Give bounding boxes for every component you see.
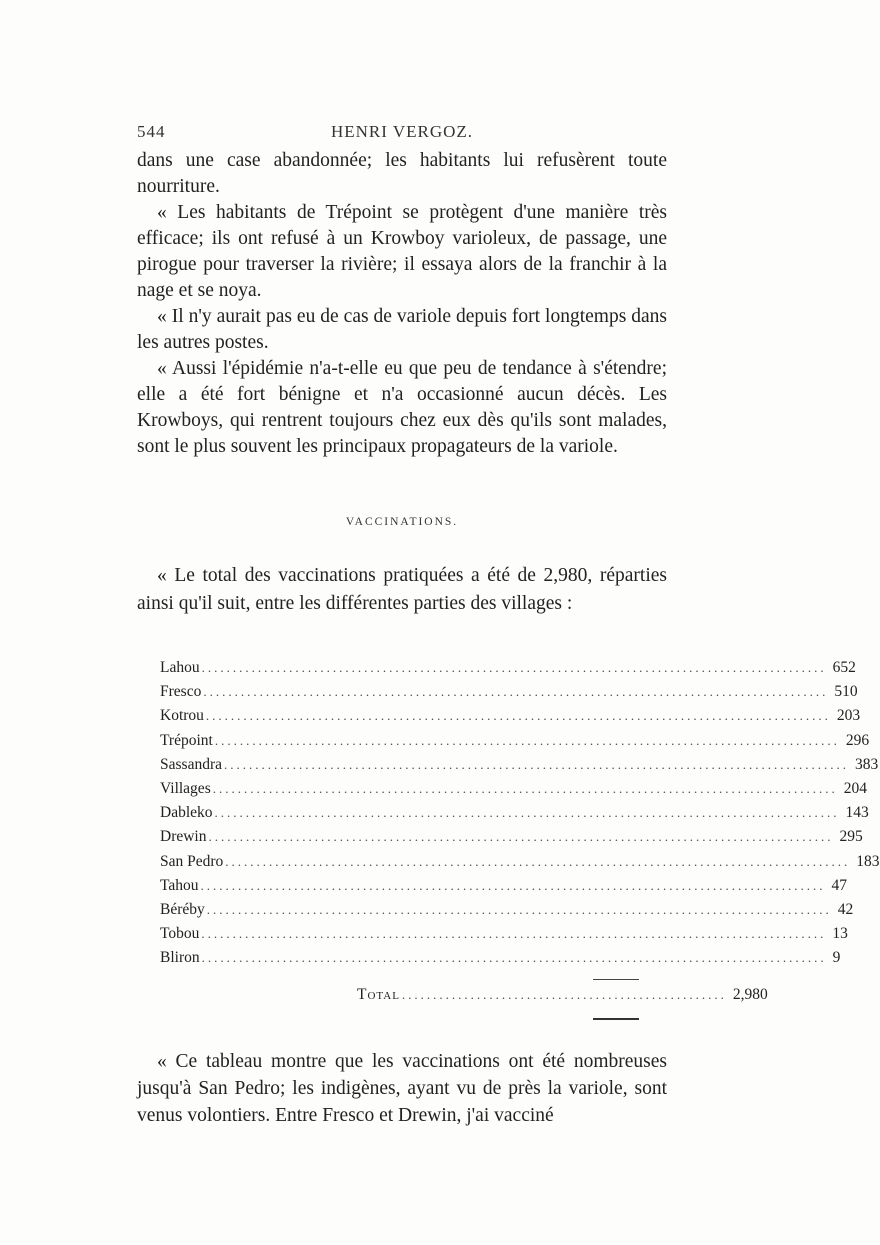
paragraph-other-posts: « Il n'y aurait pas eu de cas de variole depuis fort longtemps dans les autres postes. [137,306,667,353]
vaccination-count: 204 [843,779,867,797]
table-row: Fresco .................................................................................................... 510 [160,683,858,701]
table-row: Drewin .................................................................................................... 295 [160,828,863,846]
intro-text-block [137,562,667,618]
page-number: 544 [137,122,166,141]
paragraph-closing: « Ce tableau montre que les vaccinations ont été nombreuses jusqu'à San Pedro; les indigènes, ayant vu de près la variole, sont venus volontiers. Entre Fresco et Drewin, j'ai vacciné [137,1051,667,1126]
place-name: Drewin [160,828,207,846]
top-text-block [137,148,667,460]
table-row: Sassandra .................................................................................................... 383 [160,755,879,773]
vaccination-table [160,659,880,973]
vaccination-count: 183 [856,852,880,870]
place-name: Tahou [160,876,199,894]
place-name: Trépoint [160,731,213,749]
table-row: Lahou .................................................................................................... 652 [160,659,856,676]
table-row: Tobou .................................................................................................... 13 [160,925,848,943]
section-title: VACCINATIONS. [345,516,459,528]
total-label: Total [357,986,400,1003]
table-row: Béréby .................................................................................................... 42 [160,900,854,918]
running-title: HENRI VERGOZ. [330,122,474,141]
place-name: Dableko [160,804,213,822]
vaccination-count: 9 [832,949,841,967]
place-name: Villages [160,779,211,797]
place-name: Tobou [160,925,200,943]
vaccination-count: 296 [845,731,870,749]
place-name: Kotrou [160,707,204,725]
vaccination-count: 42 [837,900,854,918]
table-row: Tahou .................................................................................................... 47 [160,876,848,894]
place-name: Bliron [160,949,200,967]
closing-text-block [137,1048,667,1129]
vaccination-count: 295 [839,828,863,846]
sum-rule [593,979,639,980]
place-name: Lahou [160,659,200,676]
place-name: Sassandra [160,755,222,773]
total-value: 2,980 [732,986,768,1003]
paragraph-intro: « Le total des vaccinations pratiquées a été de 2,980, réparties ainsi qu'il suit, entre les différentes parties des villages : [137,565,667,614]
place-name: Béréby [160,900,205,918]
table-row: Kotrou .................................................................................................... 203 [160,707,861,725]
paragraph-trepoint: « Les habitants de Trépoint se protègent d'une manière très efficace; ils ont refusé à un Krowboy varioleux, de passage, une pirogue pour traverser la rivière; il essaya alors de la franchir à la nage et se noya. [137,202,667,301]
vaccination-count: 652 [832,659,856,676]
vaccination-count: 47 [831,876,848,894]
paragraph-continuation: dans une case abandonnée; les habitants lui refusèrent toute nourriture. [137,150,667,197]
table-row: Bliron .................................................................................................... 9 [160,949,841,967]
place-name: San Pedro [160,852,224,870]
table-row: San Pedro .................................................................................................... 183 [160,852,880,870]
table-row: Villages .................................................................................................... 204 [160,779,867,797]
total-row: Total .................................................... 2,980 [357,986,768,1003]
table-row: Trépoint .................................................................................................... 296 [160,731,870,749]
table-row: Dableko .................................................................................................... 143 [160,804,869,822]
vaccination-count: 203 [836,707,861,725]
vaccination-count: 13 [832,925,848,943]
place-name: Fresco [160,683,202,701]
vaccination-count: 383 [855,755,879,773]
vaccination-count: 510 [834,683,858,701]
vaccination-count: 143 [845,804,869,822]
total-underline [593,1018,639,1020]
paragraph-epidemic: « Aussi l'épidémie n'a-t-elle eu que peu de tendance à s'étendre; elle a été fort bénigne et n'a occasionné aucun décès. Les Krowboys, qui rentrent toujours chez eux dès qu'ils sont malades, sont le plus souvent les principaux propagateurs de la variole. [137,358,667,457]
page-header [137,122,667,148]
